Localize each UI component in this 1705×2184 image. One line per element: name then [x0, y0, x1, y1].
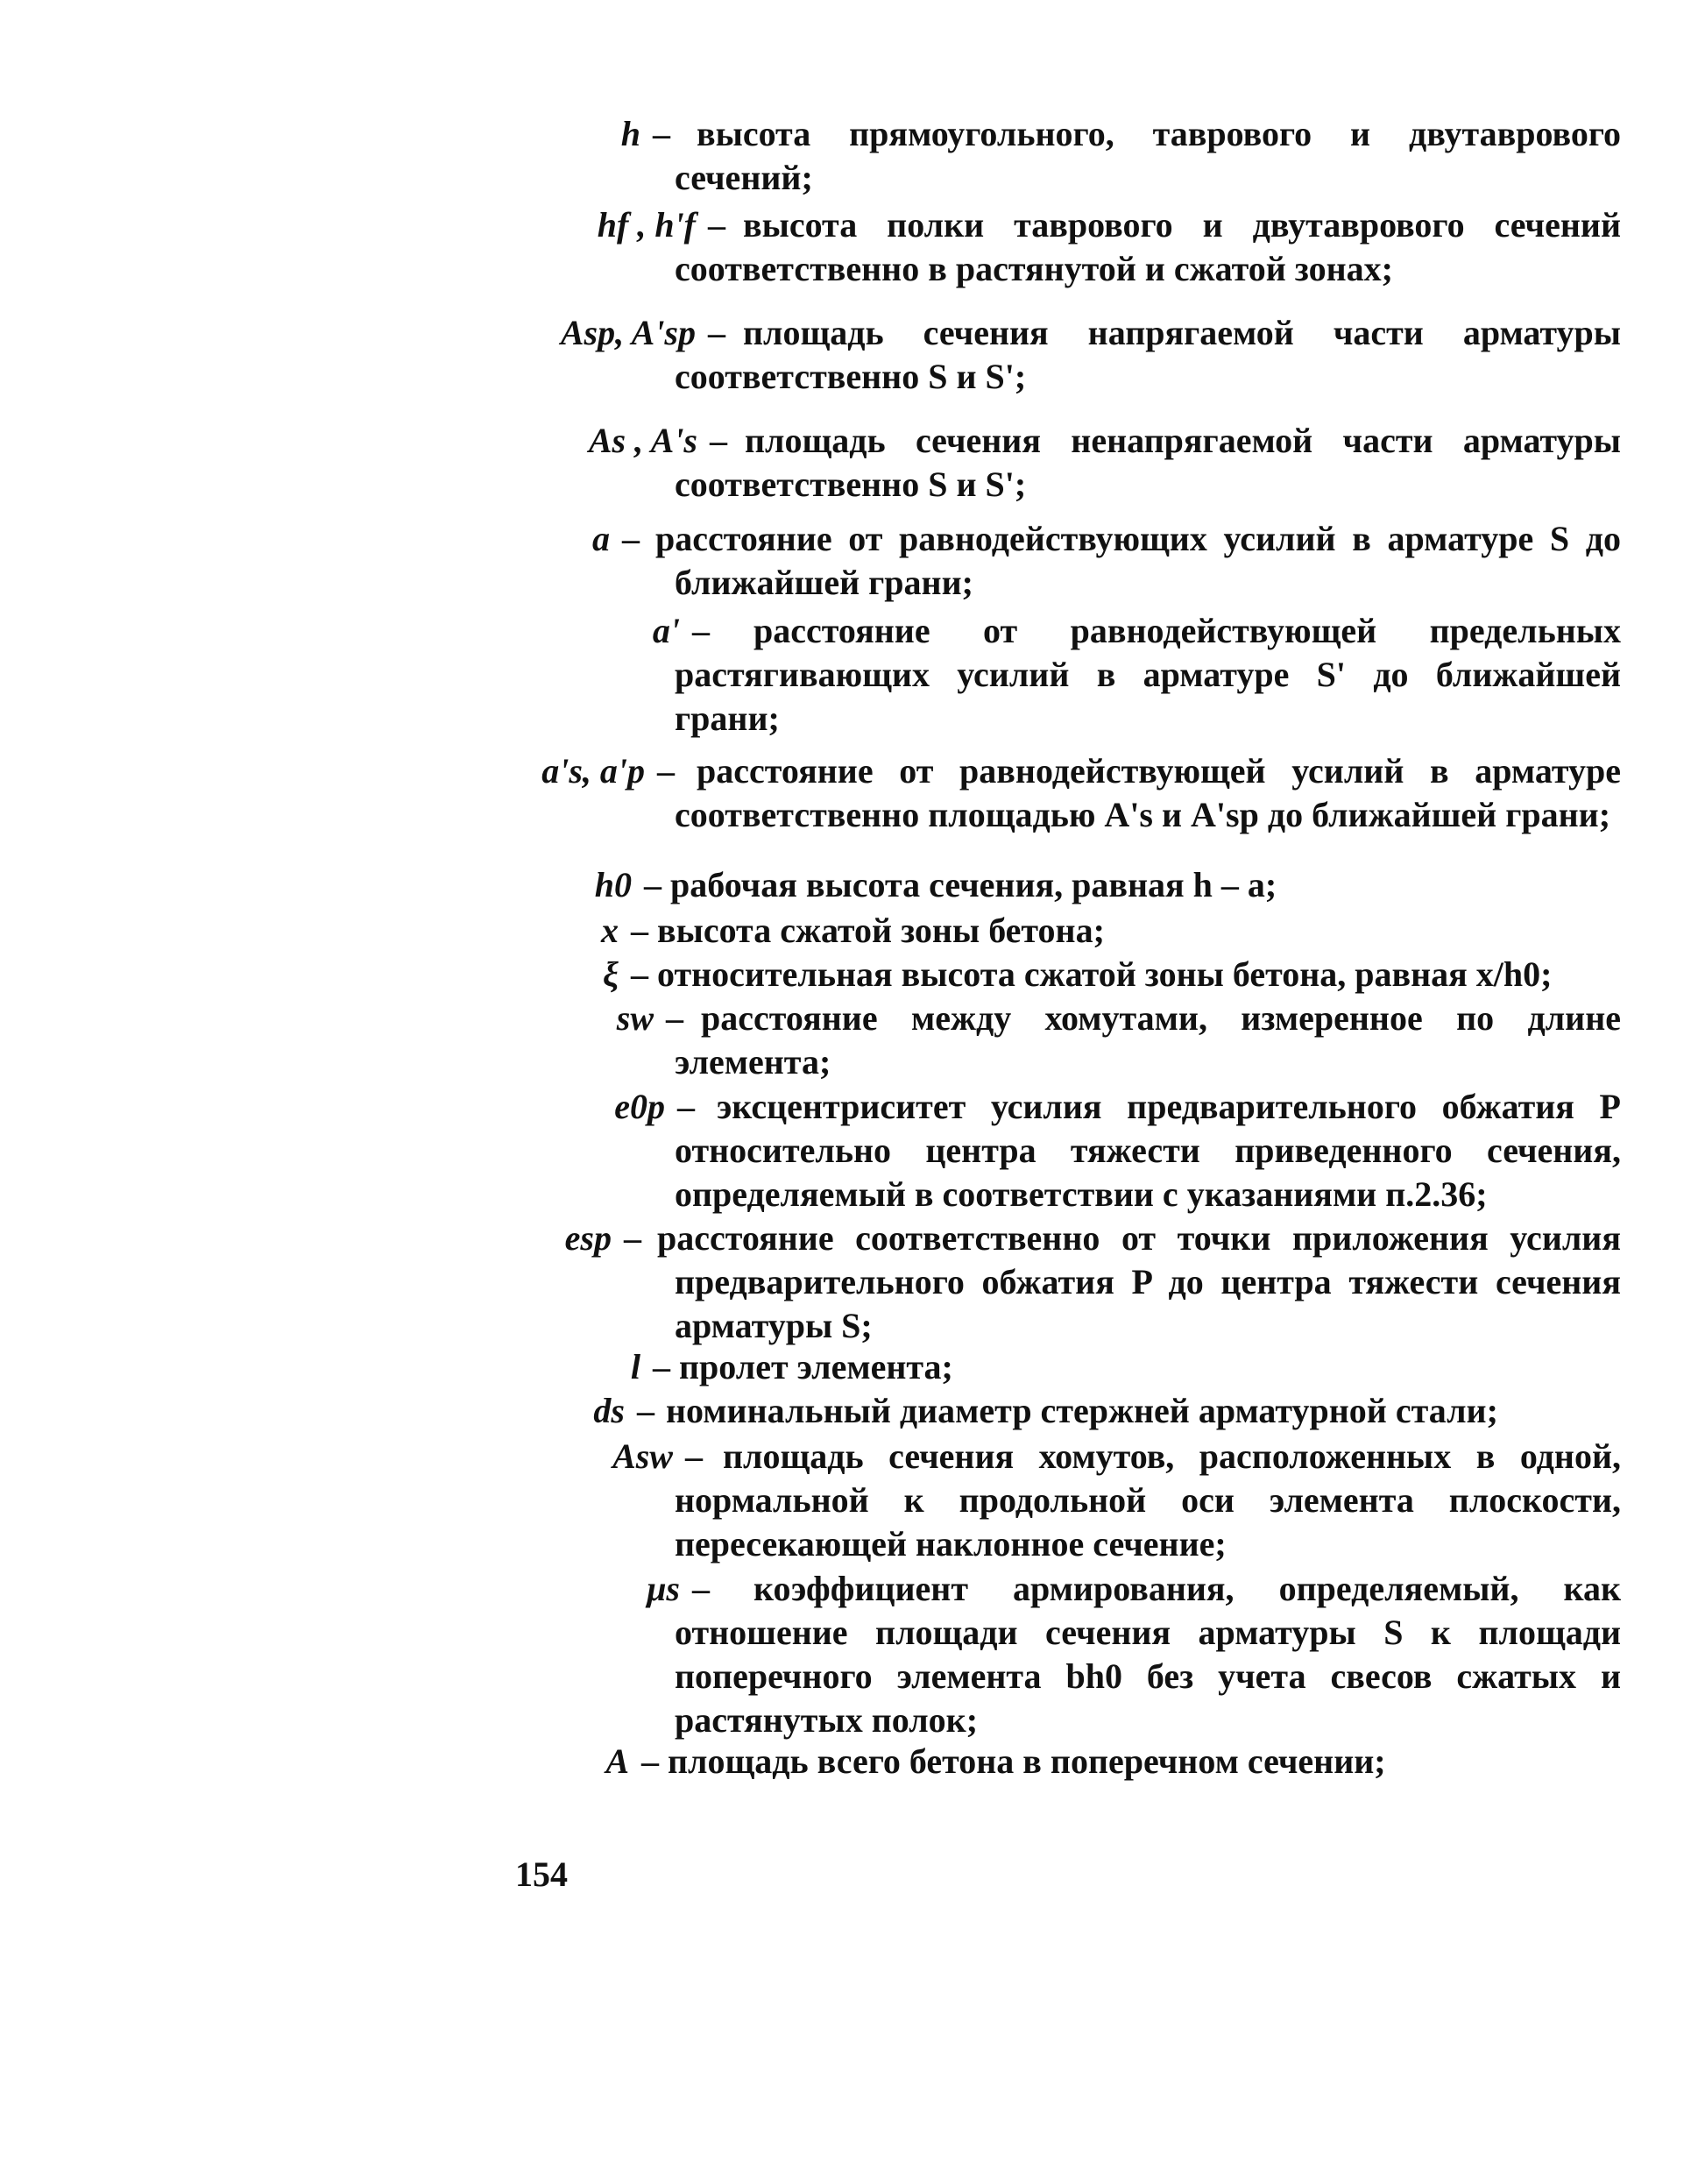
definition-symbol: esp [564, 1218, 612, 1258]
definition-dash: – [644, 865, 661, 904]
definition-symbol: h [620, 114, 640, 153]
definition-dash: – [677, 1087, 695, 1126]
definition-dash: – [631, 954, 648, 994]
definition-dash: – [631, 911, 648, 950]
definition-text: площадь сечения хомутов, расположенных в одной, нормальной к продольной оси элемента плоскости, пересекающей наклонное сечение; [675, 1436, 1621, 1564]
definition-symbol: l [630, 1347, 640, 1386]
definition-symbol: a [592, 519, 610, 558]
definition-text: расстояние от равнодействующих усилий в арматуре S до ближайшей грани; [655, 519, 1621, 602]
definition-text: номинальный диаметр стержней арматурной стали; [666, 1391, 1498, 1430]
definition-text: площадь всего бетона в поперечном сечении; [668, 1741, 1386, 1781]
definition-dash: – [637, 1391, 654, 1430]
definition-symbol: Asw [612, 1436, 673, 1476]
definition-dash: – [710, 421, 727, 460]
definition-dash: – [692, 1569, 710, 1608]
definition-dash: – [708, 205, 725, 245]
definition-dash: – [653, 114, 670, 153]
definition-dash: – [624, 1218, 641, 1258]
definition-dash: – [666, 998, 683, 1038]
definition-text: расстояние между хомутами, измеренное по длине элемента; [675, 998, 1621, 1081]
definition-text: эксцентриситет усилия предварительного обжатия P относительно центра тяжести приведенного сечения, определяемый в соответствии с указаниями п.2.36; [675, 1087, 1621, 1214]
definition-symbol: a' [652, 611, 680, 650]
definition-symbol: a's, a'p [541, 751, 645, 791]
page-number: 154 [515, 1854, 568, 1894]
definition-dash: – [692, 611, 710, 650]
definition-symbol: As , A's [588, 421, 697, 460]
definition-text: высота прямоугольного, таврового и двутаврового сечений; [675, 114, 1621, 197]
definition-symbol: h0 [594, 865, 632, 904]
definition-dash: – [653, 1347, 670, 1386]
definition-text: коэффициент армирования, определяемый, как отношение площади сечения арматуры S к площади поперечного элемента bh0 без учета свесов сжатых и растянутых полок; [675, 1569, 1621, 1740]
definition-text: площадь сечения напрягаемой части арматуры соответственно S и S'; [675, 313, 1621, 396]
definition-symbol: sw [616, 998, 654, 1038]
definition-symbol: ds [593, 1391, 625, 1430]
definition-symbol: hf , h'f [597, 205, 696, 245]
definition-text: пролет элемента; [679, 1347, 953, 1386]
definition-symbol: Asp, A'sp [560, 313, 696, 352]
definition-dash: – [622, 519, 640, 558]
definition-text: высота сжатой зоны бетона; [657, 911, 1105, 950]
definition-dash: – [708, 313, 725, 352]
definition-text: расстояние от равнодействующей усилий в арматуре соответственно площадью A's и A'sp до ближайшей грани; [675, 751, 1621, 834]
definition-symbol: A [605, 1741, 629, 1781]
definition-text: расстояние от равнодействующей предельных растягивающих усилий в арматуре S' до ближайшей грани; [675, 611, 1621, 738]
definition-dash: – [641, 1741, 659, 1781]
definition-symbol: x [601, 911, 619, 950]
definition-symbol: ξ [603, 954, 619, 994]
definition-text: относительная высота сжатой зоны бетона, равная x/h0; [657, 954, 1553, 994]
definition-text: расстояние соответственно от точки приложения усилия предварительного обжатия P до центра тяжести сечения арматуры S; [657, 1218, 1621, 1345]
definition-dash: – [657, 751, 675, 791]
definition-text: рабочая высота сечения, равная h – a; [670, 865, 1277, 904]
definition-dash: – [685, 1436, 703, 1476]
definition-text: площадь сечения ненапрягаемой части арматуры соответственно S и S'; [675, 421, 1621, 504]
definition-symbol: μs [647, 1569, 680, 1608]
definition-symbol: e0p [614, 1087, 665, 1126]
definition-text: высота полки таврового и двутаврового сечений соответственно в растянутой и сжатой зонах; [675, 205, 1621, 288]
